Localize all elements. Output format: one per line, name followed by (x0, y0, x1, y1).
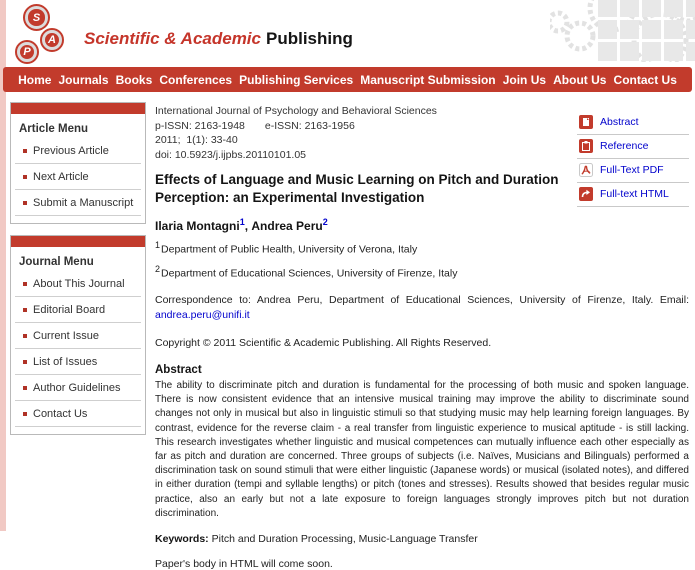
action-fulltext-pdf[interactable] (577, 159, 689, 183)
nav-item-contact-us[interactable]: Contact Us (613, 72, 677, 87)
affiliation (155, 262, 577, 281)
bullet-icon (23, 282, 27, 286)
sidebar-item-label: List of Issues (33, 356, 98, 368)
logo-coin-p (15, 40, 39, 64)
issue-line: 2011; 1(1): 33-40 (155, 134, 238, 146)
nav-item-about-us[interactable]: About Us (553, 72, 607, 87)
sidebar-item-label: Author Guidelines (33, 382, 121, 394)
journal-menu-box (10, 235, 146, 435)
logo-coin-s (23, 4, 50, 31)
article-main (146, 102, 695, 570)
correspondence-email-link[interactable]: andrea.peru@unifi.it (155, 309, 250, 321)
sidebar-item-about-this-journal[interactable] (15, 271, 141, 297)
affiliation-sup: 1 (155, 240, 161, 250)
journal-name: International Journal of Psychology and Behavioral Sciences (155, 105, 437, 117)
pdf-icon (579, 163, 593, 177)
document-icon (579, 115, 593, 129)
nav-item-journals[interactable]: Journals (58, 72, 109, 87)
sidebar-item-contact-us[interactable] (15, 401, 141, 427)
affiliation-text: Department of Educational Sciences, University of Firenze, Italy (161, 267, 458, 279)
bullet-icon (23, 412, 27, 416)
site-header (0, 0, 695, 67)
correspondence-text: Correspondence to: Andrea Peru, Department of Educational Sciences, University of Firenze, Italy. Email: (155, 294, 689, 306)
copyright-line: Copyright © 2011 Scientific & Academic Publishing. All Rights Reserved. (155, 337, 492, 349)
affiliation (155, 238, 577, 257)
nav-item-books[interactable]: Books (115, 72, 153, 87)
article-menu-box (10, 102, 146, 224)
bullet-icon (23, 308, 27, 312)
action-abstract[interactable] (577, 111, 689, 135)
nav-item-manuscript-submission[interactable]: Manuscript Submission (360, 72, 496, 87)
content-area (0, 92, 695, 570)
bullet-icon (23, 175, 27, 179)
bullet-icon (23, 386, 27, 390)
author-name: Ilaria Montagni (155, 219, 240, 233)
affiliation-text: Department of Public Health, University of Verona, Italy (161, 243, 418, 256)
nav-item-conferences[interactable]: Conferences (159, 72, 233, 87)
authors-line (155, 217, 577, 233)
keywords-line (155, 533, 689, 545)
sidebar-item-label: Previous Article (33, 145, 109, 157)
author-sup: 1 (239, 217, 245, 227)
bullet-icon (23, 360, 27, 364)
bullet-icon (23, 334, 27, 338)
article-menu-topbar (11, 103, 145, 114)
article-actions (577, 104, 689, 280)
abstract-heading: Abstract (155, 364, 202, 376)
keywords-label: Keywords: (155, 533, 209, 546)
main-nav (3, 67, 692, 92)
logo-letter: S (28, 9, 44, 25)
sidebar-item-previous-article[interactable] (15, 138, 141, 164)
action-reference[interactable] (577, 135, 689, 159)
article-title: Effects of Language and Music Learning on Pitch and Duration Perception: an Experimental Investigation (155, 172, 559, 205)
nav-item-join-us[interactable]: Join Us (502, 72, 547, 87)
sidebar-item-label: Next Article (33, 171, 89, 183)
action-label: Full-text HTML (600, 188, 669, 200)
html-arrow-icon (579, 187, 593, 201)
p-issn: p-ISSN: 2163-1948 (155, 119, 245, 132)
nav-item-publishing-services[interactable]: Publishing Services (239, 72, 354, 87)
brand-title-red: Scientific & Academic (84, 29, 261, 48)
sap-logo[interactable] (8, 2, 70, 66)
sidebar-item-editorial-board[interactable] (15, 297, 141, 323)
gear-pattern-decoration (550, 0, 695, 62)
article-head (155, 104, 577, 280)
journal-menu-topbar (11, 236, 145, 247)
brand-title-black: Publishing (266, 29, 353, 48)
left-sidebar (10, 102, 146, 570)
body-note: Paper's body in HTML will come soon. (155, 558, 333, 570)
doi-line: doi: 10.5923/j.ijpbs.20110101.05 (155, 148, 307, 161)
logo-letter: P (20, 45, 34, 59)
sidebar-item-list-of-issues[interactable] (15, 349, 141, 375)
clipboard-icon (579, 139, 593, 153)
affiliation-sup: 2 (155, 263, 161, 274)
sidebar-item-label: Contact Us (33, 408, 88, 420)
brand-title (84, 29, 353, 49)
e-issn: e-ISSN: 2163-1956 (264, 119, 355, 132)
sidebar-item-label: Submit a Manuscript (33, 197, 134, 209)
keywords-text: Pitch and Duration Processing, Music-Language Transfer (208, 533, 478, 546)
issn-line (155, 119, 577, 134)
sidebar-item-next-article[interactable] (15, 164, 141, 190)
sidebar-item-submit-a-manuscript[interactable] (15, 190, 141, 216)
logo-coin-a (40, 28, 64, 52)
bullet-icon (23, 149, 27, 153)
bullet-icon (23, 201, 27, 205)
action-label: Full-Text PDF (600, 164, 664, 176)
journal-menu-title: Journal Menu (19, 256, 94, 268)
action-label: Abstract (600, 116, 639, 128)
sidebar-item-label: Editorial Board (33, 304, 106, 316)
author-separator: , (244, 219, 252, 233)
sidebar-item-author-guidelines[interactable] (15, 375, 141, 401)
nav-item-home[interactable]: Home (18, 72, 52, 87)
sidebar-item-label: Current Issue (33, 330, 100, 342)
sidebar-item-current-issue[interactable] (15, 323, 141, 349)
sidebar-item-label: About This Journal (33, 278, 125, 290)
action-label: Reference (600, 140, 649, 152)
abstract-text: The ability to discriminate pitch and duration is fundamental for the processing of both music and spoken language. There is now consistent evidence that an intensive musical training may improve the ability to discriminate sound changes not only in musical but also in linguistic stimuli so that studying music may help learning foreign languages. By contrast, evidence for the reverse claim - a real transfer from linguistic experience to musical aptitude - is still lacking. This research investigates whether linguistic and musical competences can mutually influence each other especially as far as pitch and duration are concerned. Three groups of subjects (i.e. Naïves, Musicians and Bilinguals) performed a discrimination task on sound stimuli that were either linguistic (Japanese words) or musical (isolated notes), and differed in either duration (tempi and syllable lengths) or pitch (tones and stresses). Results showed that besides regular music practice, also an early but not a late exposure to foreign languages strongly improves pitch but not duration discrimination. (155, 380, 689, 519)
action-fulltext-html[interactable] (577, 183, 689, 207)
logo-letter: A (45, 33, 59, 47)
author-sup: 2 (322, 217, 328, 227)
article-menu-title: Article Menu (19, 123, 89, 135)
correspondence (155, 293, 689, 323)
author-name: Andrea Peru (251, 219, 323, 233)
